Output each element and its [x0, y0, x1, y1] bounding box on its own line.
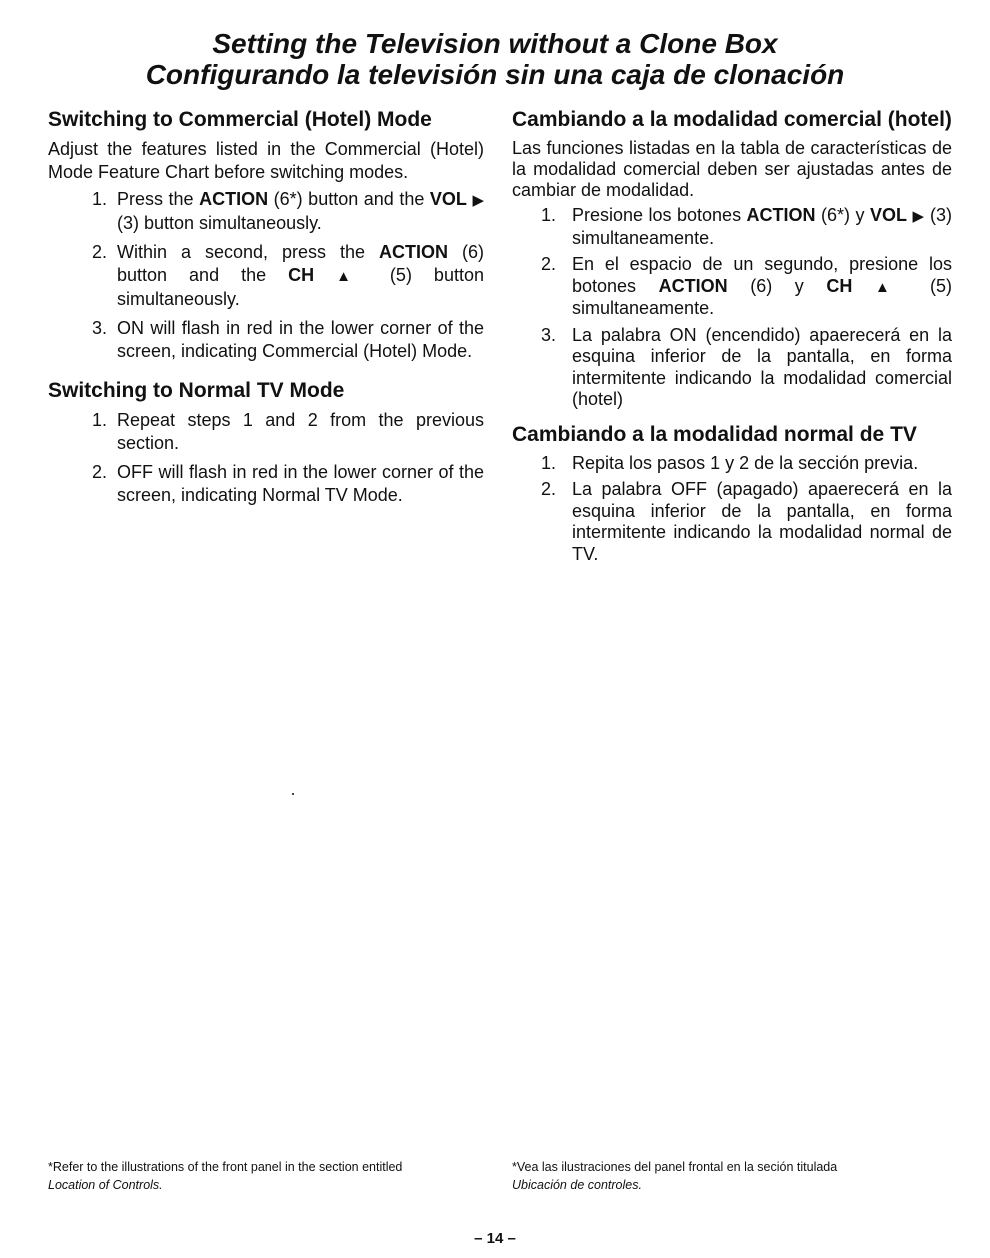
page-title — [0, 28, 990, 90]
step-item — [48, 317, 484, 363]
footnote-reference: Ubicación de controles. — [512, 1178, 642, 1192]
heading-modalidad-comercial: Cambiando a la modalidad comercial (hotel) — [512, 108, 952, 131]
step-number: 2. — [91, 242, 107, 262]
step-text: Repita los pasos 1 y 2 de la sección previa. — [572, 452, 919, 473]
footnote-english — [48, 1158, 484, 1194]
footnote-reference: Location of Controls. — [48, 1178, 163, 1192]
step-text: OFF will flash in red in the lower corner of the screen, indicating Normal TV Mode. — [117, 462, 484, 505]
step-number: 1. — [540, 205, 556, 225]
right-arrow-icon: ▶ — [912, 208, 925, 225]
step-text: Press the ACTION (6*) button and the VOL ▶ (3) button simultaneously. — [117, 189, 484, 233]
commercial-mode-steps — [48, 188, 484, 363]
step-text: Repeat steps 1 and 2 from the previous section. — [117, 410, 484, 453]
step-item — [512, 205, 952, 249]
footnote-text: *Refer to the illustrations of the front panel in the section entitled — [48, 1160, 403, 1174]
step-text: ON will flash in red in the lower corner of the screen, indicating Commercial (Hotel) Mode. — [117, 318, 484, 361]
step-text: La palabra OFF (apagado) apaerecerá en la esquina inferior de la pantalla, en forma intermitente indicando la modalidad normal de TV. — [572, 479, 952, 564]
step-number: 3. — [91, 318, 107, 338]
step-item — [48, 409, 484, 455]
footnote-spanish — [512, 1158, 952, 1194]
intro-paragraph: Las funciones listadas en la tabla de características de la modalidad comercial deben ser ajustadas antes de cambiar de modalidad. — [512, 138, 952, 200]
up-triangle-icon: ▲ — [874, 278, 908, 296]
step-item — [48, 241, 484, 311]
step-item — [512, 254, 952, 320]
intro-paragraph: Adjust the features listed in the Commercial (Hotel) Mode Feature Chart before switching modes. — [48, 139, 484, 182]
page-number: – 14 – — [474, 1230, 516, 1247]
up-triangle-icon: ▲ — [336, 268, 368, 285]
modalidad-normal-steps — [512, 453, 952, 566]
step-number: 1. — [91, 410, 107, 430]
step-item — [48, 188, 484, 235]
step-number: 3. — [540, 324, 556, 345]
step-number: 2. — [91, 462, 107, 482]
step-number: 1. — [540, 452, 556, 473]
step-item — [512, 479, 952, 565]
step-item — [512, 325, 952, 411]
step-item — [48, 461, 484, 507]
stray-dot — [292, 793, 294, 795]
title-english: Setting the Television without a Clone Box — [212, 28, 778, 59]
step-number: 2. — [540, 479, 556, 499]
heading-normal-mode: Switching to Normal TV Mode — [48, 379, 345, 402]
step-number: 2. — [540, 254, 556, 274]
step-item — [512, 453, 952, 475]
footnote-text: *Vea las ilustraciones del panel frontal en la seción titulada — [512, 1160, 838, 1174]
step-text: Within a second, press the ACTION (6) button and the CH ▲ (5) button simultaneously. — [117, 242, 485, 309]
english-column — [48, 108, 484, 513]
step-text: Presione los botones ACTION (6*) y VOL ▶ (3) simultaneamente. — [572, 205, 952, 248]
spanish-column — [512, 108, 952, 570]
normal-mode-steps — [48, 409, 484, 507]
title-spanish: Configurando la televisión sin una caja de clonación — [145, 59, 845, 90]
heading-commercial-mode: Switching to Commercial (Hotel) Mode — [48, 108, 432, 131]
modalidad-comercial-steps — [512, 205, 952, 411]
step-text: La palabra ON (encendido) apaerecerá en la esquina inferior de la pantalla, en forma intermitente indicando la modalidad comercial (hotel) — [572, 324, 952, 409]
step-number: 1. — [91, 189, 107, 209]
right-arrow-icon: ▶ — [472, 192, 484, 209]
step-text: En el espacio de un segundo, presione los botones ACTION (6) y CH ▲ (5) simultaneamente. — [572, 254, 952, 318]
heading-modalidad-normal: Cambiando a la modalidad normal de TV — [512, 422, 917, 446]
